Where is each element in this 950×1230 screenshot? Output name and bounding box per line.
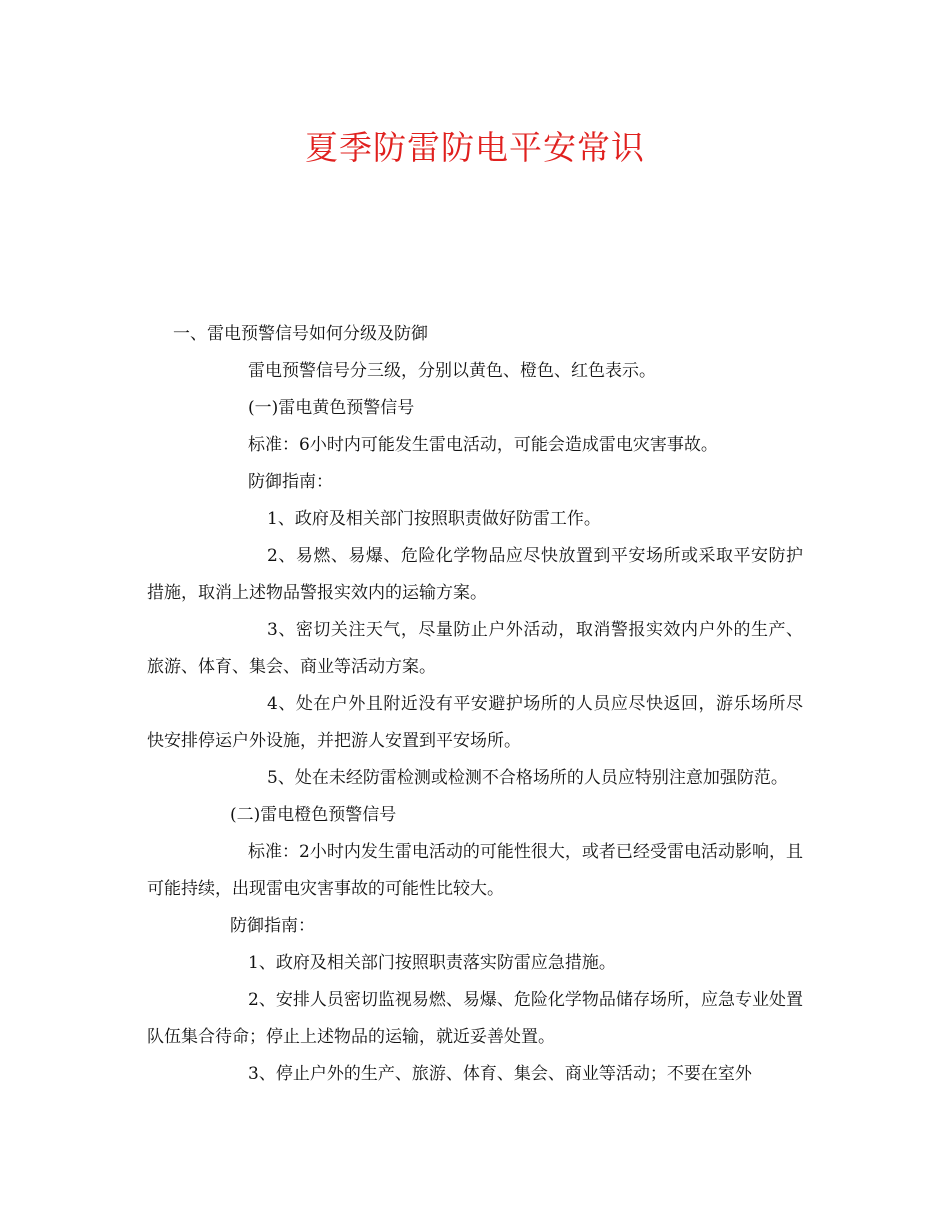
subsection-heading: (二)雷电橙色预警信号 <box>230 805 397 825</box>
document-body <box>147 316 803 1093</box>
list-item: 3、密切关注天气，尽量防止户外活动，取消警报实效内户外的生产、旅游、体育、集会、商业等活动方案。 <box>147 620 803 677</box>
subsection-heading: (一)雷电黄色预警信号 <box>248 398 415 418</box>
list-item: 1、政府及相关部门按照职责落实防雷应急措施。 <box>248 953 616 973</box>
list-item: 3、停止户外的生产、旅游、体育、集会、商业等活动；不要在室外 <box>248 1064 752 1084</box>
paragraph: 雷电预警信号分三级，分别以黄色、橙色、红色表示。 <box>248 361 656 381</box>
list-item: 2、安排人员密切监视易燃、易爆、危险化学物品储存场所，应急专业处置队伍集合待命；停止上述物品的运输，就近妥善处置。 <box>147 990 803 1047</box>
list-item: 1、政府及相关部门按照职责做好防雷工作。 <box>267 509 601 529</box>
document-title: 夏季防雷防电平安常识 <box>305 128 645 167</box>
list-item: 4、处在户外且附近没有平安避护场所的人员应尽快返回，游乐场所尽快安排停运户外设施，并把游人安置到平安场所。 <box>147 694 803 751</box>
paragraph: 标准：2小时内发生雷电活动的可能性很大，或者已经受雷电活动影响，且可能持续，出现雷电灾害事故的可能性比较大。 <box>147 842 803 899</box>
paragraph: 防御指南： <box>248 472 333 492</box>
list-item: 5、处在未经防雷检测或检测不合格场所的人员应特别注意加强防范。 <box>267 768 788 788</box>
paragraph: 防御指南： <box>230 916 315 936</box>
section-heading: 一、雷电预警信号如何分级及防御 <box>173 324 428 344</box>
list-item: 2、易燃、易爆、危险化学物品应尽快放置到平安场所或采取平安防护措施，取消上述物品警报实效内的运输方案。 <box>147 546 803 603</box>
paragraph: 标准：6小时内可能发生雷电活动，可能会造成雷电灾害事故。 <box>248 435 718 455</box>
